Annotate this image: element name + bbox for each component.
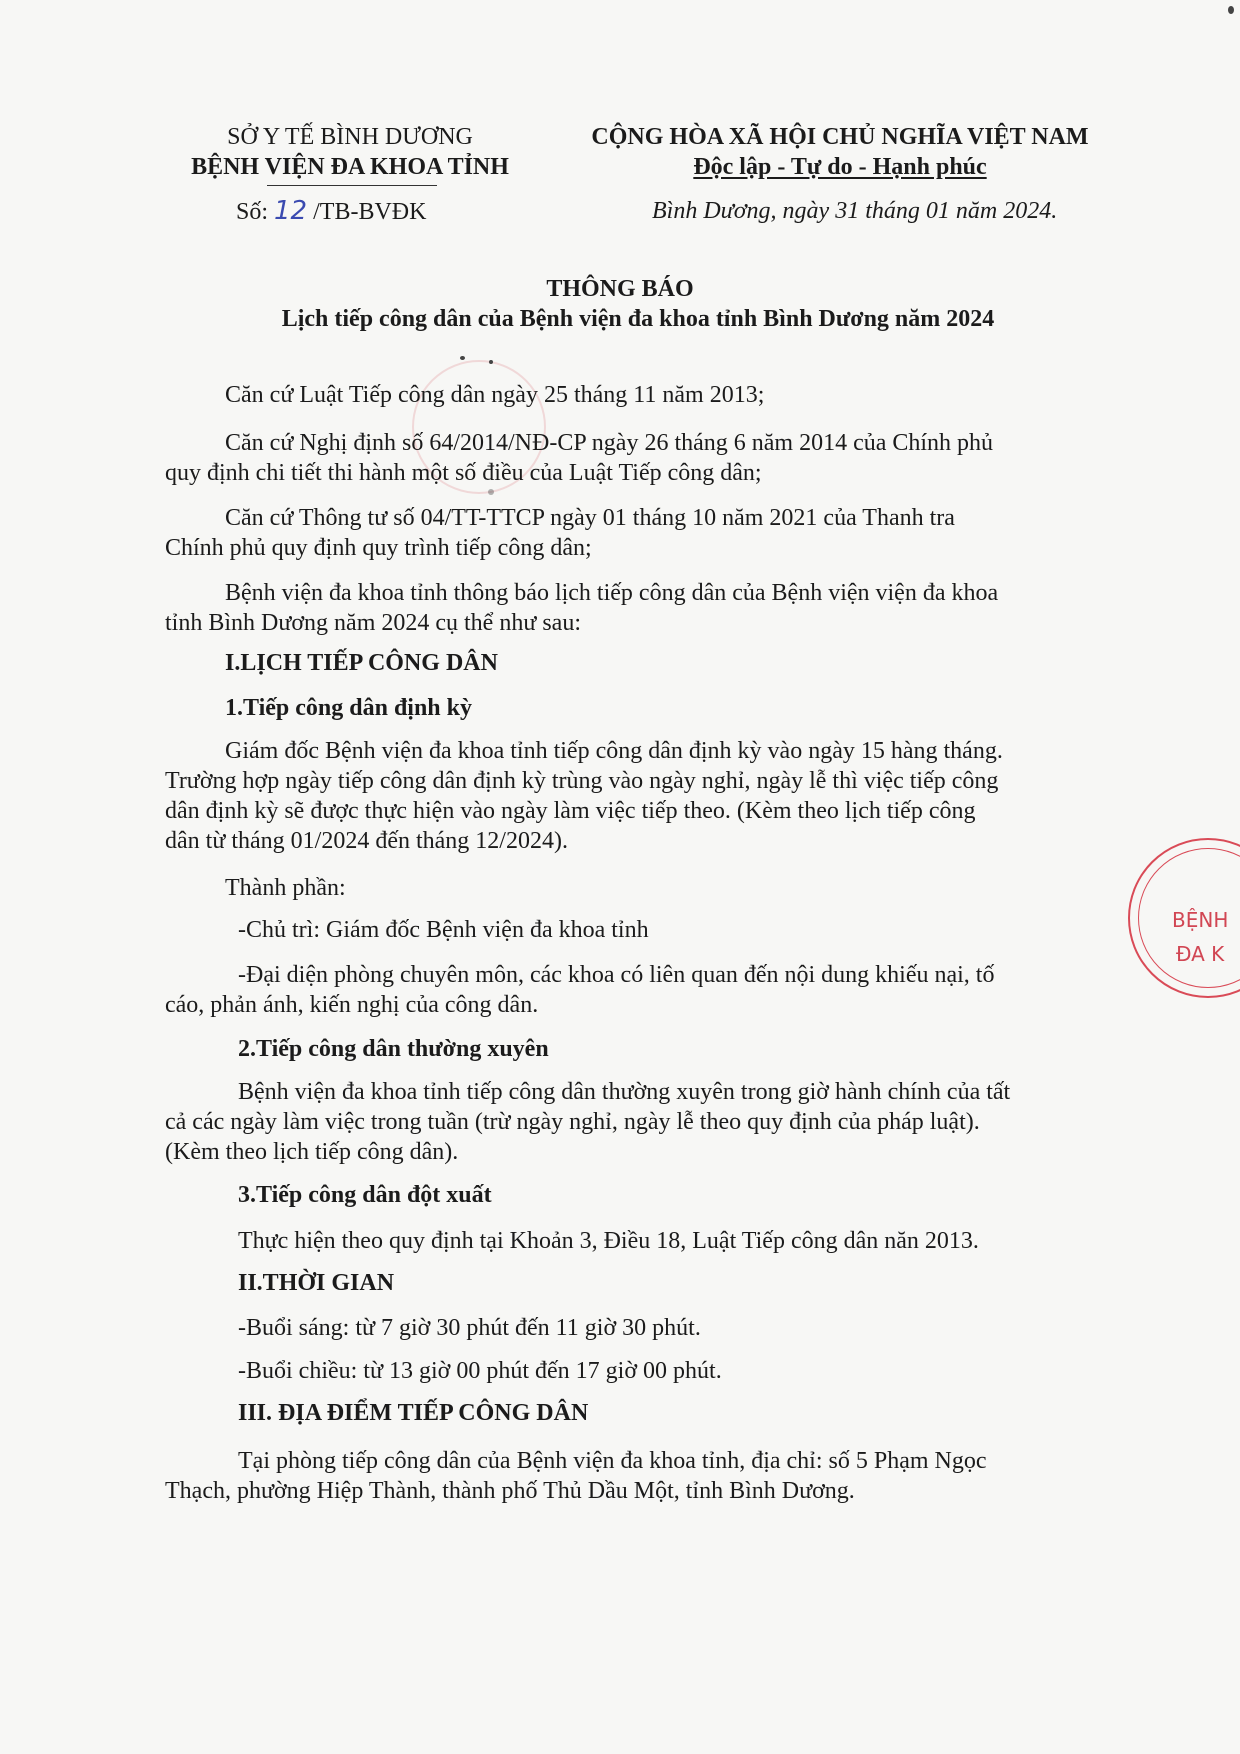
composition-label: Thành phần: [225,875,346,901]
regular-line3: (Kèm theo lịch tiếp công dân). [165,1139,459,1165]
legal-basis-1: Căn cứ Luật Tiếp công dân ngày 25 tháng 11 năm 2013; [225,382,765,408]
afternoon-hours: -Buổi chiều: từ 13 giờ 00 phút đến 17 giờ 00 phút. [238,1358,722,1384]
intro-line2: tỉnh Bình Dương năm 2024 cụ thể như sau: [165,610,582,636]
regular-line2: cả các ngày làm việc trong tuần (trừ ngày nghỉ, ngày lễ theo quy định của pháp luật). [165,1109,980,1135]
hospital-name: BỆNH VIỆN ĐA KHOA TỈNH [191,154,509,180]
document-number [236,196,426,226]
legal-basis-2-line1: Căn cứ Nghị định số 64/2014/NĐ-CP ngày 26 tháng 6 năm 2014 của Chính phủ [225,430,994,456]
legal-basis-3-line2: Chính phủ quy định quy trình tiếp công dân; [165,535,592,561]
location-line1: Tại phòng tiếp công dân của Bệnh viện đa khoa tỉnh, địa chỉ: số 5 Phạm Ngọc [238,1448,987,1474]
handwritten-number: 12 [274,196,308,226]
chair-line: -Chủ trì: Giám đốc Bệnh viện đa khoa tỉnh [238,917,649,943]
seal-text-line2: ĐA K [1176,942,1225,966]
periodic-line1: Giám đốc Bệnh viện đa khoa tỉnh tiếp công dân định kỳ vào ngày 15 hàng tháng. [225,738,1003,764]
representative-line1: -Đại diện phòng chuyên môn, các khoa có liên quan đến nội dung khiếu nại, tố [238,962,995,988]
agency-name: SỞ Y TẾ BÌNH DƯƠNG [227,124,473,150]
intro-line1: Bệnh viện đa khoa tỉnh thông báo lịch tiếp công dân của Bệnh viện viện đa khoa [225,580,999,606]
morning-hours: -Buổi sáng: từ 7 giờ 30 phút đến 11 giờ 30 phút. [238,1315,701,1341]
section-3-heading: III. ĐỊA ĐIỂM TIẾP CÔNG DÂN [238,1400,589,1426]
legal-basis-2-line2: quy định chi tiết thi hành một số điều của Luật Tiếp công dân; [165,460,762,486]
date-line: Bình Dương, ngày 31 tháng 01 năm 2024. [652,198,1058,224]
representative-line2: cáo, phản ánh, kiến nghị của công dân. [165,992,539,1018]
periodic-line2: Trường hợp ngày tiếp công dân định kỳ trùng vào ngày nghỉ, ngày lễ thì việc tiếp công [165,768,999,794]
periodic-line3: dân định kỳ sẽ được thực hiện vào ngày làm việc tiếp theo. (Kèm theo lịch tiếp công [165,798,976,824]
location-line2: Thạch, phường Hiệp Thành, thành phố Thủ Dầu Một, tỉnh Bình Dương. [165,1478,855,1504]
national-motto: Độc lập - Tự do - Hạnh phúc [693,154,987,180]
speck [488,489,494,495]
seal-text-line1: BỆNH [1172,908,1229,932]
section-1-heading: I.LỊCH TIẾP CÔNG DÂN [225,650,498,676]
subsection-2-heading: 2.Tiếp công dân thường xuyên [238,1036,549,1062]
document-title: THÔNG BÁO [546,276,694,302]
periodic-line4: dân từ tháng 01/2024 đến tháng 12/2024). [165,828,568,854]
adhoc-line1: Thực hiện theo quy định tại Khoản 3, Điều 18, Luật Tiếp công dân năn 2013. [238,1228,979,1254]
subsection-1-heading: 1.Tiếp công dân định kỳ [225,695,472,721]
speck [489,360,493,364]
regular-line1: Bệnh viện đa khoa tỉnh tiếp công dân thường xuyên trong giờ hành chính của tất [238,1079,1011,1105]
speck [460,356,465,360]
subsection-3-heading: 3.Tiếp công dân đột xuất [238,1182,492,1208]
header-left-rule [267,185,437,186]
number-prefix: Số: [236,199,269,225]
section-2-heading: II.THỜI GIAN [238,1270,395,1296]
number-suffix: /TB-BVĐK [313,199,427,225]
legal-basis-3-line1: Căn cứ Thông tư số 04/TT-TTCP ngày 01 tháng 10 năm 2021 của Thanh tra [225,505,955,531]
speck [1228,6,1234,14]
nation-name: CỘNG HÒA XÃ HỘI CHỦ NGHĨA VIỆT NAM [591,124,1089,150]
document-subtitle: Lịch tiếp công dân của Bệnh viện đa khoa tỉnh Bình Dương năm 2024 [281,306,995,332]
